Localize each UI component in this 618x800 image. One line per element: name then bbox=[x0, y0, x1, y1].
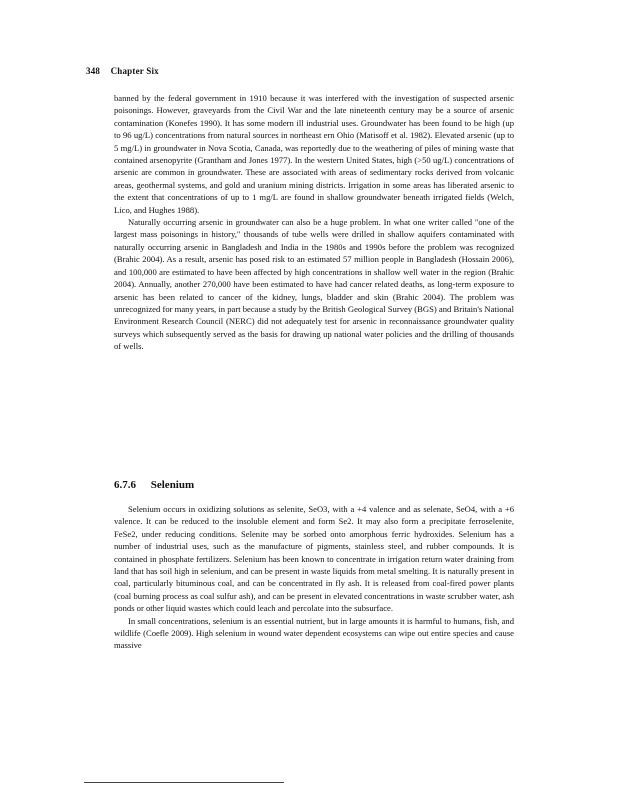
paragraph: In small concentrations, selenium is an essential nutrient, but in large amounts it is harmful to humans, fish, and wildlife (Coefle 2009). High selenium in wound water dependent ecosystems can wipe out entire species and cause massive bbox=[114, 615, 514, 651]
footer-rule bbox=[84, 782, 284, 783]
paragraph: Selenium occurs in oxidizing solutions as selenite, SeO3, with a +4 valence and as selenate, SeO4, with a +6 valence. It can be reduced to the insoluble element and form Se2. It may also form a precipitate ferroselenite, FeSe2, under reducing conditions. Selenite may be sorbed onto amorphous ferric hydroxides. Selenium has a number of industrial uses, such as the manufacture of pigments, stainless steel, and rubber compounds. It is contained in phosphate fertilizers. Selenium has been known to concentrate in irrigation return water draining from land that has soil high in selenium, and can be present in waste liquids from metal smelting. It is naturally present in coal, particularly bituminous coal, and can be concentrated in fly ash. It is released from coal-fired power plants (coal burning process as coal sulfur ash), and can be present in elevated concentrations in waste scrubber water, ash ponds or other liquid wastes which could leach and percolate into the subsurface. bbox=[114, 504, 514, 614]
body-text-block bbox=[114, 92, 514, 353]
paragraph: banned by the federal government in 1910 because it was interfered with the investigation of suspected arsenic poisonings. However, graveyards from the Civil War and the late nineteenth century may be a source of arsenic contamination (Konefes 1990). It has some modern ill industrial uses. Groundwater has been found to be high (up to 96 ug/L) concentrations from natural sources in northeast ern Ohio (Matisoff et al. 1982). Elevated arsenic (up to 5 mg/L) in groundwater in Nova Scotia, Canada, was reportedly due to the weathering of piles of mining waste that contained arsenopyrite (Grantham and Jones 1977). In the western United States, high (>50 ug/L) concentrations of arsenic are common in groundwater. These are associated with areas of sedimentary rocks derived from volcanic areas, geothermal systems, and gold and uranium mining districts. Irrigation in some areas has liberated arsenic to the extent that concentrations of up to 1 mg/L are found in shallow groundwater beneath irrigated fields (Welch, Lico, and Hughes 1988). bbox=[114, 93, 514, 215]
running-head bbox=[86, 66, 167, 76]
page-number: 348 bbox=[86, 66, 101, 76]
section-number: 6.7.6 bbox=[114, 479, 136, 491]
chapter-label: Chapter Six bbox=[110, 66, 159, 76]
paragraph: Naturally occurring arsenic in groundwater can also be a huge problem. In what one writer called "one of the largest mass poisonings in history," thousands of tube wells were drilled in shallow aquifers contaminated with naturally occurring arsenic in Bangladesh and India in the 1980s and 1990s before the problem was recognized (Brahic 2004). As a result, arsenic has posed risk to an estimated 57 million people in Bangladesh (Hossain 2006), and 100,000 are estimated to have been affected by high concentrations in shallow well water in the region (Brahic 2004). Annually, another 270,000 have been estimated to have had cancer related deaths, as long-term exposure to arsenic has been related to cancer of the kidney, lungs, bladder and skin (Brahic 2004). The problem was unrecognized for many years, in part because a study by the British Geological Survey (BGS) and Britain's National Environment Research Council (NERC) did not adequately test for arsenic in reconnaissance groundwater quality surveys which subsequently served as the basis for drawing up national water policies and the drilling of thousands of wells. bbox=[114, 217, 514, 352]
section-title: Selenium bbox=[150, 479, 195, 491]
body-text-block bbox=[114, 503, 514, 652]
section-heading bbox=[114, 479, 194, 491]
